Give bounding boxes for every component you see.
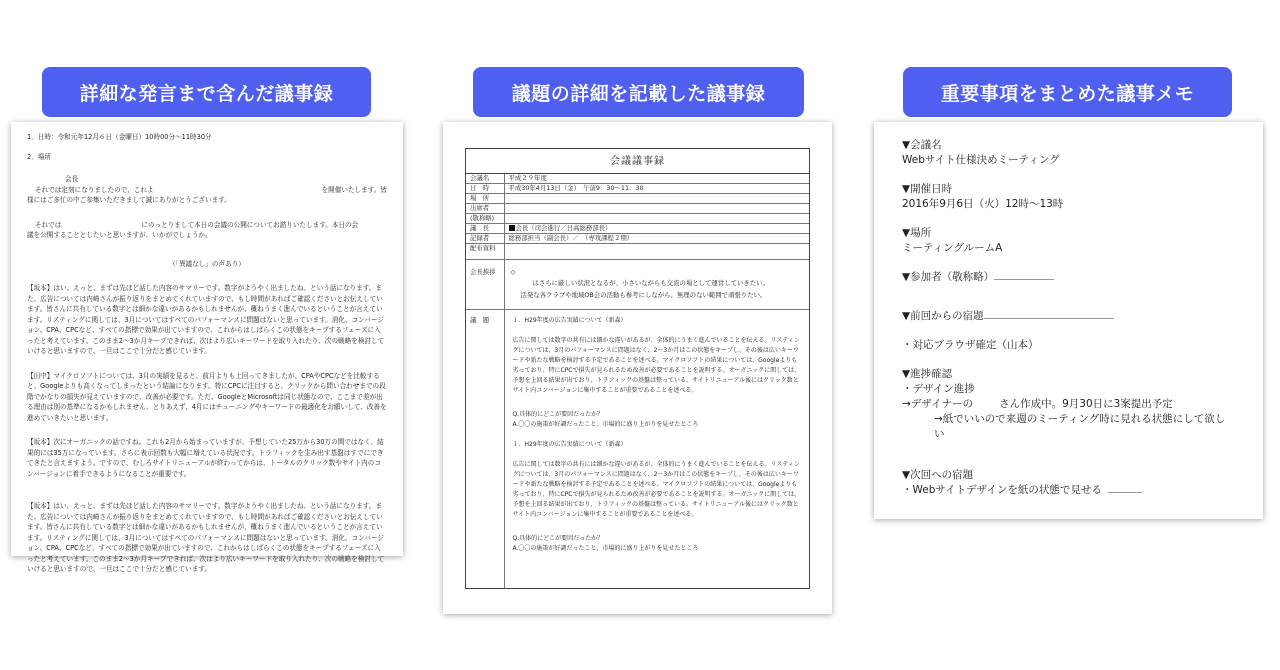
doc1-voice: （「異議なし」の声あり）	[169, 259, 245, 268]
doc1-para3: 【坂本】次にオーガニックの話ですね。これも2月から始まっていますが、予想していた25万から30万の間ではなく、結果的には35万になっています。さらに表示回数も大幅に増えている状況です。トラフィックを生み出す基盤はすでにできてきたと言えますよう。ですので、むしろサイトリニューアルが終わってからは、トータルのクリック数やサイト内のコンバージョンに着手できるようになることが重要です。	[27, 438, 384, 478]
label-detailed-minutes: 詳細な発言まで含んだ議事録	[42, 67, 371, 117]
memo-section-members: ▼参加者（敬称略）	[902, 270, 1235, 285]
label-memo: 重要事項をまとめた議事メモ	[903, 67, 1232, 117]
form-row: 会議名 平成２９年度	[466, 174, 809, 184]
memo-section-name: ▼会議名 Webサイト仕様決めミーティング	[902, 139, 1060, 166]
form-title: 会議議事録	[466, 149, 809, 174]
memo-section-progress: ▼進捗確認 ・デザイン進捗 →デザイナーの さん作成中。9月30日に3案提出予定 →紙でいいので来週のミーティング時に見れる状態にして欲しい	[902, 368, 1226, 440]
form-row: 議 長 会長（司会進行／日高総務部長）	[466, 224, 809, 234]
doc1-date-line: 1．日時：令和元年12月６日（金曜日）10時00分～11時30分	[27, 133, 212, 141]
doc1-p1: それでは定刻になりましたので、これよ を開催いたします。皆	[35, 185, 387, 194]
minutes-form	[465, 148, 810, 589]
form-header-table	[466, 174, 809, 588]
form-row-greeting: 会長挨拶 ◇ はさらに厳しい状況となるが、小さいながらも交流の場として運営していきたい。 活発な各クラブや地域OB会の活動も参考にしながら、無理のない範囲で頑張りたい。	[466, 260, 809, 310]
form-row: (敬称略)	[466, 214, 809, 224]
form-row: 場 所	[466, 194, 809, 204]
doc1-para1: 【坂本】はい、えっと、まずは先ほど話した内容のサマリーです。数字がようやく出ましたね、という話になります。また、広告については内崎さんが振り返りをまとめてくれていますので、もし時間があればご確認くださいとお伝えしています。皆さんに共有している数字とは細かな違いがあるかもしれませんが、概ねうまく進んでいるということが言えています。リスティングに関しては、3月についてはすべてのパフォーマンスに問題はないと思っています。消化、コンバージョン、CPA、CPCなど、すべての指標で効果が出ていますので、これからはしばらくこの状態をキープするフェーズに入ったと考えています。このまま2～3か月キープできれば、次はより広いキーワードを取り入れたり、次の戦略を検討していけると思いますので、一旦はここで十分だと感じています。	[27, 284, 385, 355]
doc1-place-line: 2．場所	[27, 152, 51, 161]
form-row-agenda: 議 題 １．H29年度の広告実績について（新森） 広告に関しては数字の共有には細かな違いがあるが、全体的にうまく進んでいることを伝える。リスティングについては、3月のパフォーマンスに問題はなく、2～3か月はこの状態をキープし、その後は広いキーワードや新たな戦略を検討する予定であることを述べる。マイクロソフトの結果については、Googleよりも劣っており、特にCPCで損失が見られるため改善が必要であることを説明する。オーガニックに関しては、予想を上回る結果が出ており、トラフィックの基盤は整っている。サイトリニューアル後にはクリック数とサイト内コンバージョンに集中することが重要であることを述べる。 Q.具体的にどこが要因だったか？ A.〇〇の施策が好調だったこと、市場的に盛り上がりを見せたところ １．H29年度の広告実績について（新森） 広告に関しては数字の共有には細かな違いがあるが、全体的にうまく進んでいることを伝える。リスティングについては、3月のパフォーマンスに問題はなく、2～3か月はこの状態をキープし、その後は広いキーワードや新たな戦略を検討する予定であることを述べる。マイクロソフトの結果については、Googleよりも劣っており、特にCPCで損失が見られるため改善が必要であることを説明する。オーガニックに関しては、予想を上回る結果が出ており、トラフィックの基盤は整っている。サイトリニューアル後にはクリック数とサイト内コンバージョンに集中することが重要であることを述べる。 Q.具体的にどこが要因だったか？ A.〇〇の施策が好調だったこと、市場的に盛り上がりを見せたところ	[466, 310, 809, 588]
form-row: 配布資料	[466, 244, 809, 260]
memo-section-next: ▼次回への宿題 ・Webサイトデザインを紙の状態で見せる	[902, 468, 1235, 498]
memo-section-place: ▼場所 ミーティングルームA	[902, 227, 1003, 254]
memo-section-previous: ▼前回からの宿題 ・対応ブラウザ確定（山本）	[902, 309, 1235, 353]
form-row: 出席者	[466, 204, 809, 214]
meeting-memo-document	[874, 122, 1263, 519]
doc1-p1c: 様にはご多忙の中ご参集いただきまして誠にありがとうございます。	[27, 196, 231, 204]
label-agenda-minutes: 議題の詳細を記載した議事録	[473, 67, 804, 117]
memo-section-date: ▼開催日時 2016年9月6日（火）12時～13時	[902, 183, 1064, 210]
doc1-para2: 【田中】マイクロソフトについては、3月の実績を見ると、前月よりも上回ってきましたが、CPAやCPCなどを比較すると、Googleよりも高くなってしまったという結論になります。特にCPCに注目すると、クリックから問い合わせまでの段階でかなりの損失が見えていますので、改善が必要です。ただ、GoogleとMicrosoftは同じ状態なので、ここまで差が出る理由は別の基準になるかもしれません。とりあえず、4月にはチューニングやキーワードの最適化をお願いして、改善を進めていきたいと思います。	[27, 371, 387, 422]
doc1-p2: それでは にのっとりまして本日の会議の公開についてお諮りいたします。本日の会	[35, 220, 359, 229]
agenda-minutes-document	[443, 122, 832, 614]
form-row: 日 時 平成30年4月13日（金） 午前9：30～11：30	[466, 184, 809, 194]
doc1-para4: 【坂本】はい、えっと、まずは先ほど話した内容のサマリーです。数字がようやく出ましたね、という話になります。また、広告については内崎さんが振り返りをまとめてくれていますので、もし時間があればご確認くださいとお伝えしています。皆さんに共有している数字とは細かな違いがあるかもしれませんが、概ねうまく進んでいるということが言えています。リスティングに関しては、3月についてはすべてのパフォーマンスに問題はないと思っています。消化、コンバージョン、CPA、CPCなど、すべての指標で効果が出ていますので、これからはしばらくこの状態をキープするフェーズに入ったと考えています。このまま2～3か月キープできれば、次はより広いキーワードを取り入れたり、次の戦略を検討していけると思いますので、一旦はここで十分だと感じています。	[27, 502, 385, 573]
detailed-minutes-document	[11, 122, 403, 573]
form-row: 記録者 総務部担当（副会長）／ （専攻課程２期）	[466, 234, 809, 244]
doc1-p2c: 議を公開することとしたいと思いますが、いかがでしょうか。	[27, 231, 212, 239]
doc1-speaker: 会長	[65, 175, 79, 183]
